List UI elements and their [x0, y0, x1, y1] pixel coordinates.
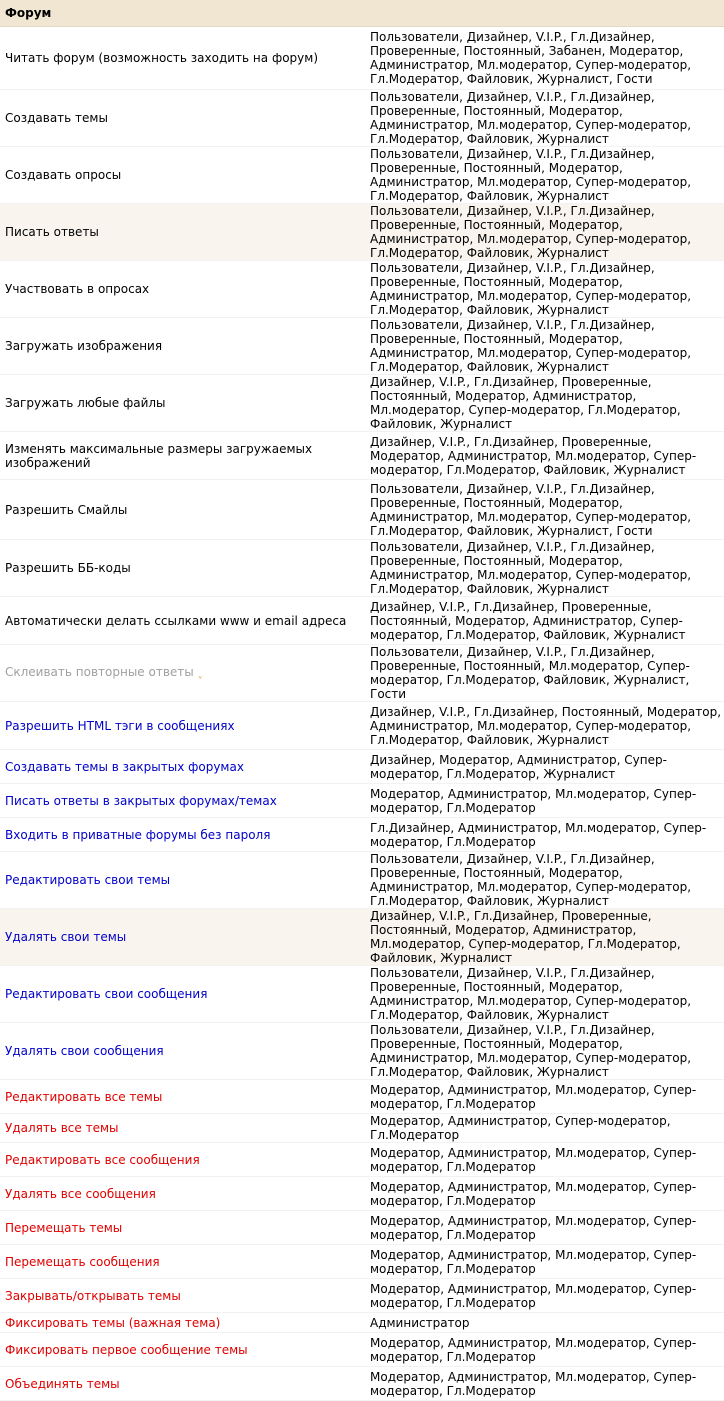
allowed-groups: Пользователи, Дизайнер, V.I.P., Гл.Дизайнер, Проверенные, Постоянный, Мл.модератор, Супер-модератор, Гл.Модератор, Файловик, Журналист, Гости [366, 645, 724, 702]
permission-name: Редактировать все темы [5, 1089, 163, 1104]
permission-name: Разрешить Смайлы [5, 502, 128, 517]
allowed-groups: Модератор, Администратор, Мл.модератор, Супер-модератор, Гл.Модератор [366, 1279, 724, 1313]
permission-row [0, 204, 724, 261]
allowed-groups: Модератор, Администратор, Мл.модератор, Супер-модератор, Гл.Модератор [366, 1333, 724, 1367]
permission-cell [0, 1333, 366, 1367]
permission-name: Перемещать сообщения [5, 1254, 160, 1269]
permission-name: Редактировать свои темы [5, 873, 171, 887]
permission-row [0, 540, 724, 597]
permission-name: Удалять свои темы [5, 930, 127, 944]
permission-name: Разрешить ББ-коды [5, 561, 131, 575]
permission-name: Создавать темы [5, 111, 108, 125]
permission-row [0, 784, 724, 818]
allowed-groups: Пользователи, Дизайнер, V.I.P., Гл.Дизайнер, Проверенные, Постоянный, Модератор, Администратор, Мл.модератор, Супер-модератор, Гл.Модератор, Файловик, Журналист [366, 540, 724, 597]
permission-cell [0, 852, 366, 909]
permission-cell [0, 909, 366, 966]
allowed-groups: Модератор, Администратор, Мл.модератор, Супер-модератор, Гл.Модератор [366, 1177, 724, 1211]
permission-name: Фиксировать первое сообщение темы [5, 1342, 248, 1357]
permission-row [0, 750, 724, 784]
permission-cell [0, 1143, 366, 1177]
allowed-groups: Администратор [366, 1313, 724, 1333]
allowed-groups: Пользователи, Дизайнер, V.I.P., Гл.Дизайнер, Проверенные, Постоянный, Модератор, Администратор, Мл.модератор, Супер-модератор, Гл.Модератор, Файловик, Журналист [366, 318, 724, 375]
permission-cell [0, 318, 366, 375]
permission-row [0, 90, 724, 147]
permission-name: Объединять темы [5, 1376, 120, 1391]
permission-cell [0, 1279, 366, 1313]
allowed-groups: Модератор, Администратор, Мл.модератор, Супер-модератор, Гл.Модератор [366, 784, 724, 818]
permission-row [0, 1114, 724, 1143]
allowed-groups: Пользователи, Дизайнер, V.I.P., Гл.Дизайнер, Проверенные, Постоянный, Модератор, Администратор, Мл.модератор, Супер-модератор, Гл.Модератор, Файловик, Журналист [366, 147, 724, 204]
permission-cell [0, 540, 366, 597]
allowed-groups: Пользователи, Дизайнер, V.I.P., Гл.Дизайнер, Проверенные, Постоянный, Забанен, Модератор, Администратор, Мл.модератор, Супер-модератор, Гл.Модератор, Файловик, Журналист, Гости [366, 27, 724, 90]
allowed-groups: Модератор, Администратор, Супер-модератор, Гл.Модератор [366, 1114, 724, 1143]
permission-cell [0, 1313, 366, 1333]
permission-row [0, 1080, 724, 1114]
permission-cell [0, 432, 366, 480]
allowed-groups: Пользователи, Дизайнер, V.I.P., Гл.Дизайнер, Проверенные, Постоянный, Модератор, Администратор, Мл.модератор, Супер-модератор, Гл.Модератор, Файловик, Журналист [366, 1023, 724, 1080]
permission-name: Писать ответы в закрытых форумах/темах [5, 793, 277, 808]
permission-cell [0, 1177, 366, 1211]
permission-row [0, 1367, 724, 1401]
permission-cell [0, 27, 366, 90]
permission-row [0, 261, 724, 318]
allowed-groups: Модератор, Администратор, Мл.модератор, Супер-модератор, Гл.Модератор [366, 1211, 724, 1245]
permission-row [0, 27, 724, 90]
section-header-row [0, 0, 724, 27]
permission-name: Фиксировать темы (важная тема) [5, 1315, 221, 1330]
permission-name: Закрывать/открывать темы [5, 1288, 181, 1303]
allowed-groups: Модератор, Администратор, Мл.модератор, Супер-модератор, Гл.Модератор [366, 1080, 724, 1114]
permission-name: Редактировать все сообщения [5, 1152, 200, 1167]
permission-row [0, 1279, 724, 1313]
allowed-groups: Дизайнер, V.I.P., Гл.Дизайнер, Постоянный, Модератор, Администратор, Мл.модератор, Супер-модератор, Гл.Модератор, Файловик, Журналист [366, 702, 724, 750]
permission-cell [0, 1367, 366, 1401]
permission-name: Перемещать темы [5, 1220, 123, 1235]
permission-cell [0, 645, 366, 702]
allowed-groups: Пользователи, Дизайнер, V.I.P., Гл.Дизайнер, Проверенные, Постоянный, Модератор, Администратор, Мл.модератор, Супер-модератор, Гл.Модератор, Файловик, Журналист, Гости [366, 480, 724, 540]
permission-name: Склеивать повторные ответы [5, 665, 194, 679]
permission-cell [0, 750, 366, 784]
permission-name: Создавать опросы [5, 168, 122, 182]
allowed-groups: Дизайнер, Модератор, Администратор, Супер-модератор, Гл.Модератор, Журналист [366, 750, 724, 784]
permission-row [0, 432, 724, 480]
allowed-groups: Дизайнер, V.I.P., Гл.Дизайнер, Проверенные, Постоянный, Модератор, Администратор, Мл.модератор, Супер-модератор, Гл.Модератор, Файловик, Журналист [366, 909, 724, 966]
permission-name: Читать форум (возможность заходить на форум) [5, 51, 318, 65]
note-mark-icon: ˬ [197, 668, 203, 679]
permission-cell [0, 966, 366, 1023]
permission-cell [0, 90, 366, 147]
permission-row [0, 966, 724, 1023]
permission-name: Входить в приватные форумы без пароля [5, 827, 271, 842]
permission-row [0, 818, 724, 852]
permission-name: Писать ответы [5, 225, 99, 239]
permission-name: Редактировать свои сообщения [5, 987, 208, 1001]
permission-row [0, 480, 724, 540]
permission-name: Участвовать в опросах [5, 282, 150, 296]
permission-cell [0, 1114, 366, 1143]
permission-row [0, 597, 724, 645]
permission-name: Удалять все сообщения [5, 1186, 156, 1201]
permission-name: Удалять свои сообщения [5, 1044, 164, 1058]
permission-row [0, 852, 724, 909]
permission-name: Загружать любые файлы [5, 396, 166, 410]
allowed-groups: Модератор, Администратор, Мл.модератор, Супер-модератор, Гл.Модератор [366, 1245, 724, 1279]
allowed-groups: Модератор, Администратор, Мл.модератор, Супер-модератор, Гл.Модератор [366, 1143, 724, 1177]
permission-row [0, 909, 724, 966]
permission-row [0, 318, 724, 375]
section-title: Форум [0, 0, 724, 27]
permission-cell [0, 261, 366, 318]
permission-cell [0, 1080, 366, 1114]
permission-cell [0, 1023, 366, 1080]
permission-name: Удалять все темы [5, 1121, 119, 1135]
permission-cell [0, 597, 366, 645]
permission-row [0, 1211, 724, 1245]
permission-row [0, 702, 724, 750]
allowed-groups: Гл.Дизайнер, Администратор, Мл.модератор, Супер-модератор, Гл.Модератор [366, 818, 724, 852]
permission-row [0, 645, 724, 702]
allowed-groups: Пользователи, Дизайнер, V.I.P., Гл.Дизайнер, Проверенные, Постоянный, Модератор, Администратор, Мл.модератор, Супер-модератор, Гл.Модератор, Файловик, Журналист [366, 261, 724, 318]
permission-cell [0, 702, 366, 750]
permission-cell [0, 1211, 366, 1245]
permission-cell [0, 204, 366, 261]
permission-row [0, 375, 724, 432]
permission-row [0, 147, 724, 204]
permission-name: Автоматически делать ссылками www и email адреса [5, 613, 347, 628]
permission-name: Разрешить HTML тэги в сообщениях [5, 718, 235, 733]
permission-cell [0, 1245, 366, 1279]
permission-name: Загружать изображения [5, 339, 163, 353]
permission-cell [0, 818, 366, 852]
allowed-groups: Дизайнер, V.I.P., Гл.Дизайнер, Проверенные, Модератор, Администратор, Мл.модератор, Супер-модератор, Гл.Модератор, Файловик, Журналист [366, 432, 724, 480]
permission-name: Создавать темы в закрытых форумах [5, 759, 244, 774]
allowed-groups: Модератор, Администратор, Мл.модератор, Супер-модератор, Гл.Модератор [366, 1367, 724, 1401]
permission-name: Изменять максимальные размеры загружаемых изображений [5, 441, 313, 470]
permission-cell [0, 147, 366, 204]
permission-row [0, 1245, 724, 1279]
permission-row [0, 1313, 724, 1333]
permission-cell [0, 375, 366, 432]
allowed-groups: Дизайнер, V.I.P., Гл.Дизайнер, Проверенные, Постоянный, Модератор, Администратор, Мл.модератор, Супер-модератор, Гл.Модератор, Файловик, Журналист [366, 375, 724, 432]
allowed-groups: Пользователи, Дизайнер, V.I.P., Гл.Дизайнер, Проверенные, Постоянный, Модератор, Администратор, Мл.модератор, Супер-модератор, Гл.Модератор, Файловик, Журналист [366, 204, 724, 261]
allowed-groups: Пользователи, Дизайнер, V.I.P., Гл.Дизайнер, Проверенные, Постоянный, Модератор, Администратор, Мл.модератор, Супер-модератор, Гл.Модератор, Файловик, Журналист [366, 852, 724, 909]
permission-row [0, 1023, 724, 1080]
allowed-groups: Пользователи, Дизайнер, V.I.P., Гл.Дизайнер, Проверенные, Постоянный, Модератор, Администратор, Мл.модератор, Супер-модератор, Гл.Модератор, Файловик, Журналист [366, 90, 724, 147]
permission-row [0, 1143, 724, 1177]
permission-cell [0, 480, 366, 540]
permission-row [0, 1177, 724, 1211]
allowed-groups: Дизайнер, V.I.P., Гл.Дизайнер, Проверенные, Постоянный, Модератор, Администратор, Супер-модератор, Гл.Модератор, Файловик, Журналист [366, 597, 724, 645]
permission-cell [0, 784, 366, 818]
permission-row [0, 1333, 724, 1367]
allowed-groups: Пользователи, Дизайнер, V.I.P., Гл.Дизайнер, Проверенные, Постоянный, Модератор, Администратор, Мл.модератор, Супер-модератор, Гл.Модератор, Файловик, Журналист [366, 966, 724, 1023]
